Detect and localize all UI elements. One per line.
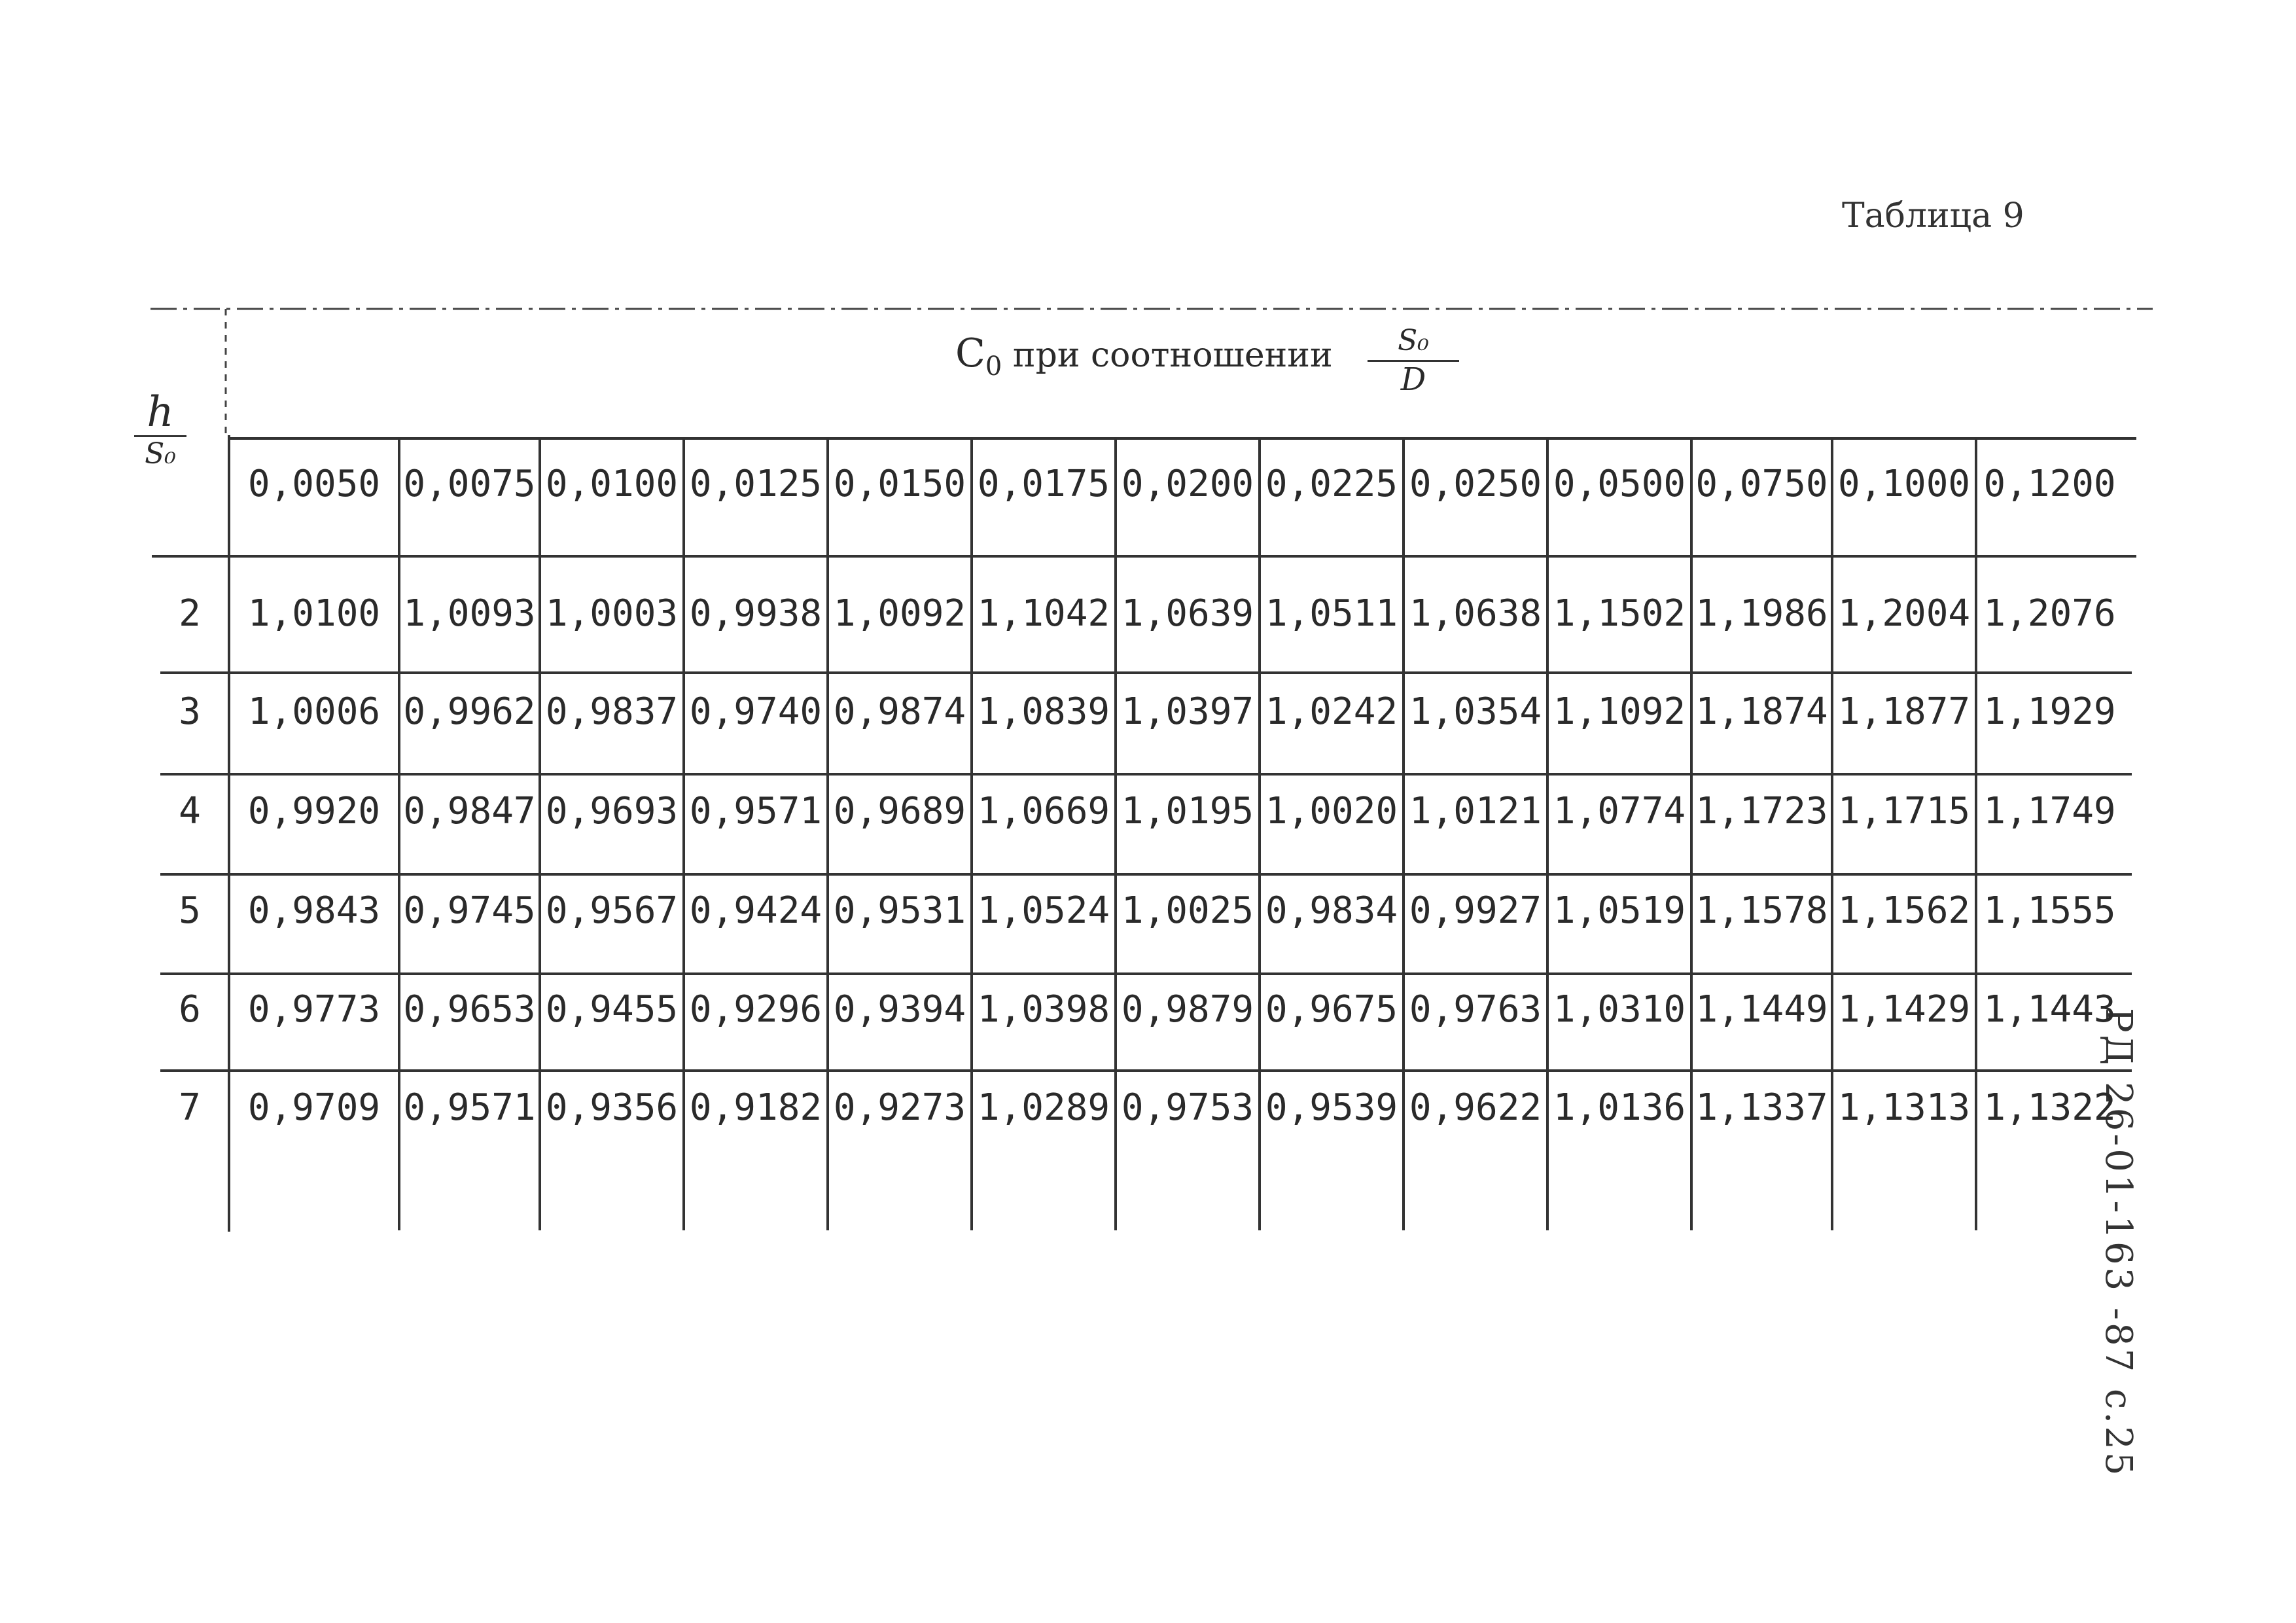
- table-cell: 1,1877: [1837, 690, 1971, 733]
- row-axis-denominator: S₀: [145, 437, 176, 471]
- table-cell: 1,0100: [247, 592, 381, 635]
- column-header: 0,0075: [403, 463, 536, 505]
- table-cell: 0,9273: [833, 1086, 966, 1129]
- table-cell: 0,9455: [545, 988, 679, 1031]
- table-cell: 1,0511: [1265, 592, 1398, 635]
- table-cell: 0,9531: [833, 889, 966, 932]
- table-cell: 0,9773: [247, 988, 381, 1031]
- table-cell: 1,0398: [977, 988, 1110, 1031]
- table-cell: 1,0195: [1121, 790, 1254, 832]
- table-cell: 1,1502: [1553, 592, 1686, 635]
- table-cell: 1,1749: [1983, 790, 2116, 832]
- table-cell: 0,9653: [403, 988, 536, 1031]
- table-cell: 0,9689: [833, 790, 966, 832]
- table-caption: [955, 330, 1333, 382]
- table-cell: 0,9622: [1409, 1086, 1542, 1129]
- table-cell: 1,1443: [1983, 988, 2116, 1031]
- table-cell: 1,0003: [545, 592, 679, 635]
- table-cell: 1,1874: [1695, 690, 1828, 733]
- table-cell: 1,2076: [1983, 592, 2116, 635]
- table-cell: 0,9879: [1121, 988, 1254, 1031]
- table-cell: 1,0025: [1121, 889, 1254, 932]
- table-cell: 0,9874: [833, 690, 966, 733]
- row-label: 2: [179, 592, 201, 635]
- table-cell: 0,9920: [247, 790, 381, 832]
- row-label: 6: [179, 988, 201, 1031]
- table-cell: 0,9709: [247, 1086, 381, 1129]
- table-cell: 0,9753: [1121, 1086, 1254, 1129]
- caption-text: при соотношении: [1012, 336, 1333, 375]
- table-cell: 0,9938: [689, 592, 822, 635]
- table-cell: 1,0519: [1553, 889, 1686, 932]
- column-header: 0,0250: [1409, 463, 1542, 505]
- column-header: 0,1200: [1983, 463, 2116, 505]
- table-cell: 1,0006: [247, 690, 381, 733]
- table-cell: 0,9571: [689, 790, 822, 832]
- table-cell: 1,0121: [1409, 790, 1542, 832]
- table-cell: 1,1449: [1695, 988, 1828, 1031]
- table-cell: 0,9837: [545, 690, 679, 733]
- table-cell: 0,9356: [545, 1086, 679, 1129]
- table-cell: 0,9675: [1265, 988, 1398, 1031]
- table-cell: 0,9847: [403, 790, 536, 832]
- table-cell: 1,1578: [1695, 889, 1828, 932]
- ratio-numerator: S₀: [1368, 322, 1459, 362]
- table-cell: 0,9571: [403, 1086, 536, 1129]
- column-header: 0,0750: [1695, 463, 1828, 505]
- table-cell: 1,0093: [403, 592, 536, 635]
- table-cell: 1,0092: [833, 592, 966, 635]
- row-label: 3: [179, 690, 201, 733]
- table-cell: 1,0310: [1553, 988, 1686, 1031]
- table-cell: 1,0136: [1553, 1086, 1686, 1129]
- side-document-code-text: РД 26-01-163 -87 с.25: [2097, 1008, 2140, 1478]
- table-cell: 1,1929: [1983, 690, 2116, 733]
- table-cell: 0,9927: [1409, 889, 1542, 932]
- column-header: 0,0225: [1265, 463, 1398, 505]
- table-cell: 0,9763: [1409, 988, 1542, 1031]
- table-cell: 1,1429: [1837, 988, 1971, 1031]
- table-cell: 0,9740: [689, 690, 822, 733]
- table-cell: 0,9182: [689, 1086, 822, 1129]
- table-cell: 1,0020: [1265, 790, 1398, 832]
- table-cell: 0,9567: [545, 889, 679, 932]
- table-cell: 0,9834: [1265, 889, 1398, 932]
- column-header: 0,1000: [1837, 463, 1971, 505]
- table-cell: 1,1337: [1695, 1086, 1828, 1129]
- row-axis-numerator: h: [134, 389, 186, 437]
- row-label: 5: [179, 889, 201, 932]
- table-cell: 1,0524: [977, 889, 1110, 932]
- table-cell: 1,0638: [1409, 592, 1542, 635]
- ratio-fraction: [1368, 322, 1459, 397]
- table-cell: 1,1555: [1983, 889, 2116, 932]
- table-cell: 1,1715: [1837, 790, 1971, 832]
- table-cell: 1,0397: [1121, 690, 1254, 733]
- table-cell: 0,9424: [689, 889, 822, 932]
- table-cell: 1,1723: [1695, 790, 1828, 832]
- c0-symbol: $C_0$: [955, 330, 1002, 382]
- row-label: 4: [179, 790, 201, 832]
- column-header: 0,0150: [833, 463, 966, 505]
- table-cell: 0,9843: [247, 889, 381, 932]
- column-header: 0,0050: [247, 463, 381, 505]
- table-cell: 1,0839: [977, 690, 1110, 733]
- table-cell: 0,9296: [689, 988, 822, 1031]
- table-cell: 0,9962: [403, 690, 536, 733]
- table-cell: 1,0774: [1553, 790, 1686, 832]
- column-header: 0,0100: [545, 463, 679, 505]
- row-axis-fraction: [134, 389, 186, 471]
- table-cell: 0,9745: [403, 889, 536, 932]
- ratio-denominator: D: [1400, 361, 1426, 398]
- table-cell: 1,0669: [977, 790, 1110, 832]
- column-header: 0,0125: [689, 463, 822, 505]
- table-cell: 0,9394: [833, 988, 966, 1031]
- table-cell: 0,9539: [1265, 1086, 1398, 1129]
- column-header: 0,0500: [1553, 463, 1686, 505]
- table-cell: 1,1313: [1837, 1086, 1971, 1129]
- table-cell: 1,1042: [977, 592, 1110, 635]
- table-cell: 1,1986: [1695, 592, 1828, 635]
- column-header: 0,0175: [977, 463, 1110, 505]
- table-cell: 1,0354: [1409, 690, 1542, 733]
- table-cell: 1,2004: [1837, 592, 1971, 635]
- table-cell: 1,0242: [1265, 690, 1398, 733]
- table-cell: 1,1322: [1983, 1086, 2116, 1129]
- row-label: 7: [179, 1086, 201, 1129]
- table-cell: 1,0639: [1121, 592, 1254, 635]
- table-cell: 0,9693: [545, 790, 679, 832]
- table-title: Таблица 9: [1842, 196, 2024, 236]
- table-cell: 1,1092: [1553, 690, 1686, 733]
- table-cell: 1,0289: [977, 1086, 1110, 1129]
- table-cell: 1,1562: [1837, 889, 1971, 932]
- column-header: 0,0200: [1121, 463, 1254, 505]
